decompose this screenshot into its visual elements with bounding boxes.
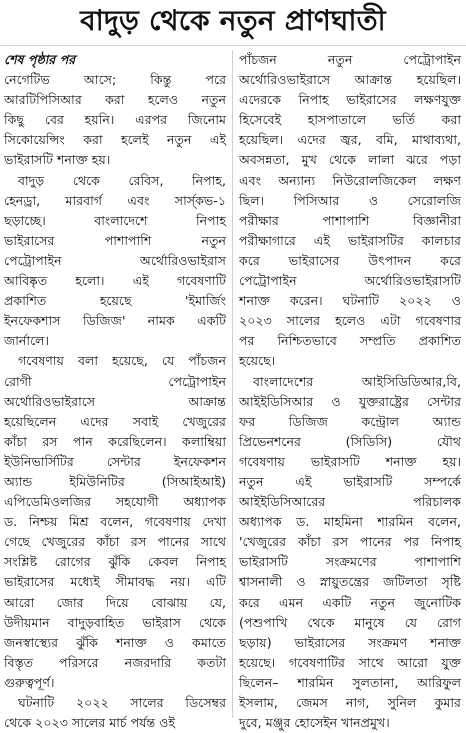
text-line: শ্বাসনালী ও স্নায়ুতন্ত্রের জটিলতা সৃষ্টি: [239, 572, 461, 592]
text-line: জনস্বাস্থ্যের ঝুঁকি শনাক্ত ও কমাতে: [4, 633, 226, 653]
text-line: কিছু বের হয়নি। এরপর জিনোম: [4, 110, 226, 130]
text-line: আইইডিসিআর ও যুক্তরাষ্ট্রের সেন্টার: [239, 392, 461, 412]
text-line: হয়েছে।: [239, 351, 461, 371]
text-line: প্রকাশিত হয়েছে 'ইমার্জিং: [4, 291, 226, 311]
headline: বাদুড় থেকে নতুন প্রাণঘাতী: [0, 3, 466, 39]
text-line: ইসলাম, জেমস নাগ, সুনিল কুমার: [239, 693, 461, 713]
text-line: ছিল। পিসিআর ও সেরোলজি: [239, 191, 461, 211]
text-line: করে ভাইরাসের উৎপাদন করে: [239, 251, 461, 271]
text-line: শনাক্ত করেন। ঘটনাটি ২০২২ ও: [239, 291, 461, 311]
text-line: ইউনিভার্সিটির সেন্টার ইনফেকশন: [4, 452, 226, 472]
text-line: ছিলেন– শারমিন সুলতানা, আরিফুল: [239, 673, 461, 693]
text-line: ভাইরাসটি সংক্রমণের পাশাপাশি: [239, 552, 461, 572]
text-line: 'খেজুরের কাঁচা রস পানের পর নিপাহ: [239, 532, 461, 552]
text-line: করে এমন একটি নতুন জুনোটিক: [239, 593, 461, 613]
continuation-note: শেষ পৃষ্ঠার পর: [4, 50, 226, 70]
paragraph: [239, 50, 461, 372]
text-line: দুবে, মঞ্জুর হোসেইন খানপ্রমুখ।: [239, 713, 461, 733]
text-line: পেট্রোপাইন অর্থোরিওভাইরাসটি: [239, 271, 461, 291]
text-line: অবসন্নতা, মুখ থেকে লালা ঝরে পড়া: [239, 150, 461, 170]
text-line: নতুন এই ভাইরাসটি সম্পর্কে: [239, 472, 461, 492]
text-line: পাঁচজন নতুন পেট্রোপাইন: [239, 50, 461, 70]
text-line: কাঁচা রস পান করেছিলেন। কলাম্বিয়া: [4, 432, 226, 452]
text-line: হয়েছিল। এদের জ্বর, বমি, মাথাব্যথা,: [239, 130, 461, 150]
text-line: আবিষ্কৃত হলো। এই গবেষণাটি: [4, 271, 226, 291]
left-column: [4, 50, 226, 720]
text-line: গেছে খেজুরের কাঁচা রস পানের সাথে: [4, 532, 226, 552]
text-line: প্রিভেনশনের (সিডিসি) যৌথ: [239, 432, 461, 452]
text-line: আইইডিসিআরের পরিচালক: [239, 492, 461, 512]
text-line: ইনফেকশাস ডিজিজ' নামক একটি: [4, 311, 226, 331]
text-line: হয়েছে। গবেষণাটির সাথে আরো যুক্ত: [239, 653, 461, 673]
text-line: ভাইরাসের পাশাপাশি নতুন: [4, 231, 226, 251]
text-line: হিসেবেই হাসপাতালে ভর্তি করা: [239, 110, 461, 130]
paragraph: [4, 693, 226, 733]
text-line: গবেষণায় ভাইরাসটি শনাক্ত হয়।: [239, 452, 461, 472]
column-rule: [232, 50, 233, 718]
text-line: নেগেটিভ আসে; কিন্তু পরে: [4, 70, 226, 90]
text-line: হেনড্রা, মারবার্গ এবং সার্স্‌কভ-১: [4, 191, 226, 211]
text-line: ২০২৩ সালের হলেও এটা গবেষণার: [239, 311, 461, 331]
paragraph: [4, 171, 226, 352]
text-line: বাদুড় থেকে রেবিস, নিপাহ,: [4, 171, 226, 191]
text-line: ছড়াচ্ছে। বাংলাদেশে নিপাহ: [4, 211, 226, 231]
text-line: আরো জোর দিয়ে বোঝায় যে,: [4, 593, 226, 613]
text-line: ঘটনাটি ২০২২ সালের ডিসেম্বর: [4, 693, 226, 713]
text-line: জার্নালে।: [4, 331, 226, 351]
text-line: ভাইরাসের মধ্যেই সীমাবদ্ধ নয়। এটি: [4, 572, 226, 592]
text-line: এপিডেমিওলজির সহযোগী অধ্যাপক: [4, 492, 226, 512]
text-line: অ্যান্ড ইমিউনিটির (সিআইআই): [4, 472, 226, 492]
text-line: গবেষণায় বলা হয়েছে, যে পাঁচজন: [4, 351, 226, 371]
text-line: পরীক্ষার পাশাপাশি বিজ্ঞানীরা: [239, 211, 461, 231]
paragraph: [4, 351, 226, 693]
text-line: ফর ডিজিজ কন্ট্রোল অ্যান্ড: [239, 412, 461, 432]
text-line: অর্থোরিওভাইরাসে আক্রান্ত হয়েছিল।: [239, 70, 461, 90]
text-line: উদীয়মান বাদুড়বাহিত ভাইরাস থেকে: [4, 613, 226, 633]
text-line: এদেরকে নিপাহ ভাইরাসের লক্ষণযুক্ত: [239, 90, 461, 110]
text-line: বাংলাদেশের আইসিডিডিআর,বি,: [239, 372, 461, 392]
text-line: আরটিপিসিআর করা হলেও নতুন: [4, 90, 226, 110]
text-line: থেকে ২০২৩ সালের মার্চ পর্যন্ত ওই: [4, 713, 226, 733]
right-column: [239, 50, 461, 720]
text-line: এবং অন্যান্য নিউরোলজিকেল লক্ষণ: [239, 171, 461, 191]
text-line: বিস্তৃত পরিসরে নজরদারি কতটা: [4, 653, 226, 673]
text-line: সিকোয়েন্সিং করা হলেই নতুন এই: [4, 130, 226, 150]
text-line: পর নিশ্চিতভাবে সম্প্রতি প্রকাশিত: [239, 331, 461, 351]
paragraph: [239, 372, 461, 733]
text-line: (পশুপাখি থেকে মানুষে যে রোগ: [239, 613, 461, 633]
text-line: ছড়ায়) ভাইরাসের সংক্রমণ শনাক্ত: [239, 633, 461, 653]
text-line: অধ্যাপক ড. মাহমিনা শারমিন বলেন,: [239, 512, 461, 532]
text-line: পরীক্ষাগারে এই ভাইরাসটির কালচার: [239, 231, 461, 251]
text-line: পেট্রোপাইন অর্থোরিওভাইরাস: [4, 251, 226, 271]
text-line: ড. নিশ্চয় মিশ্র বলেন, গবেষণায় দেখা: [4, 512, 226, 532]
paragraph: [4, 70, 226, 170]
text-line: সংশ্লিষ্ট রোগের ঝুঁকি কেবল নিপাহ: [4, 552, 226, 572]
headline-band: [0, 0, 466, 46]
text-line: ভাইরাসটি শনাক্ত হয়।: [4, 150, 226, 170]
text-line: হয়েছিলেন এদের সবাই খেজুরের: [4, 412, 226, 432]
text-line: রোগী পেট্রোপাইন: [4, 372, 226, 392]
text-line: অর্থোরিওভাইরাসে আক্রান্ত: [4, 392, 226, 412]
text-line: গুরুত্বপূর্ণ।: [4, 673, 226, 693]
